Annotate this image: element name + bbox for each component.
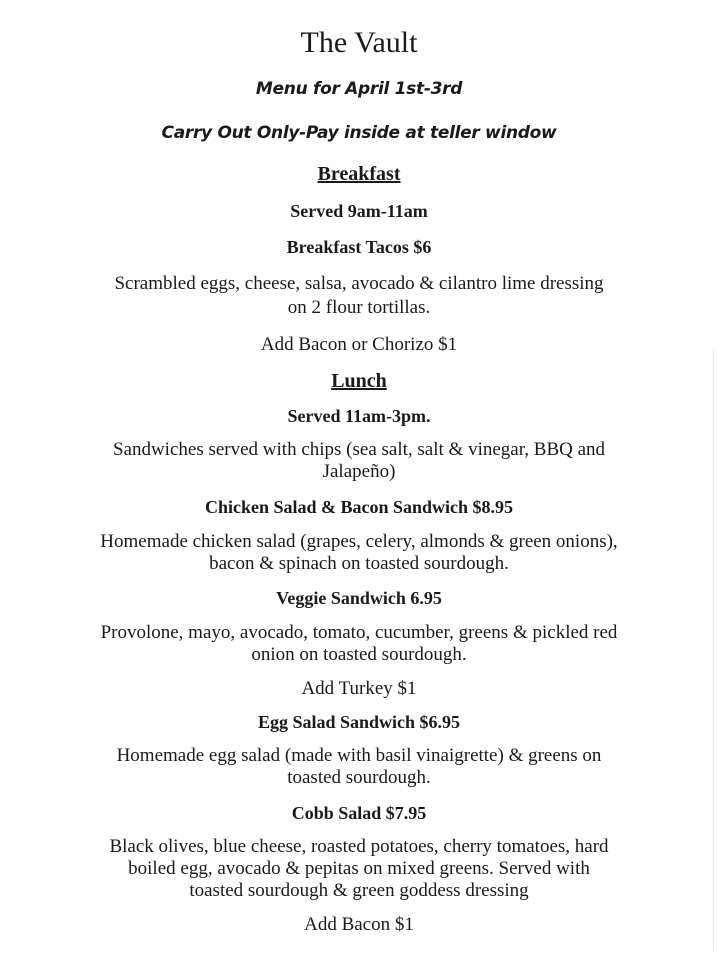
cobb-salad-addon: Add Bacon $1 [304, 914, 414, 935]
breakfast-tacos-desc-2: on 2 flour tortillas. [287, 297, 431, 318]
veggie-sandwich-addon: Add Turkey $1 [301, 678, 417, 699]
carry-out-note: Carry Out Only-Pay inside at teller window [161, 123, 557, 143]
breakfast-heading: Breakfast [317, 163, 401, 185]
lunch-chips-note-2: Jalapeño) [322, 461, 396, 482]
chicken-salad-desc-1: Homemade chicken salad (grapes, celery, almonds & green onions), [100, 531, 618, 552]
page-edge-shadow [713, 350, 714, 950]
lunch-chips-note-1: Sandwiches served with chips (sea salt, salt & vinegar, BBQ and [112, 439, 606, 460]
cobb-salad-desc-3: toasted sourdough & green goddess dressing [189, 880, 529, 901]
cobb-salad-desc-1: Black olives, blue cheese, roasted potatoes, cherry tomatoes, hard [109, 836, 609, 857]
breakfast-tacos-desc-1: Scrambled eggs, cheese, salsa, avocado & cilantro lime dressing [114, 273, 604, 294]
egg-salad-sandwich-title: Egg Salad Sandwich $6.95 [257, 712, 461, 732]
breakfast-tacos-title: Breakfast Tacos $6 [286, 237, 432, 257]
chicken-salad-desc-2: bacon & spinach on toasted sourdough. [209, 553, 509, 574]
egg-salad-desc-1: Homemade egg salad (made with basil vinaigrette) & greens on [116, 745, 602, 766]
egg-salad-desc-2: toasted sourdough. [287, 767, 431, 788]
veggie-sandwich-title: Veggie Sandwich 6.95 [276, 588, 442, 608]
cobb-salad-desc-2: boiled egg, avocado & pepitas on mixed greens. Served with [128, 858, 590, 879]
lunch-hours: Served 11am-3pm. [287, 406, 431, 426]
cobb-salad-title: Cobb Salad $7.95 [291, 803, 427, 823]
veggie-sandwich-desc-2: onion on toasted sourdough. [251, 644, 467, 665]
breakfast-tacos-addon: Add Bacon or Chorizo $1 [260, 334, 458, 355]
lunch-heading: Lunch [331, 370, 387, 392]
veggie-sandwich-desc-1: Provolone, mayo, avocado, tomato, cucumber, greens & pickled red [100, 622, 618, 643]
breakfast-hours: Served 9am-11am [290, 201, 428, 221]
page-title: The Vault [300, 26, 418, 59]
menu-dates: Menu for April 1st-3rd [255, 79, 463, 99]
chicken-salad-sandwich-title: Chicken Salad & Bacon Sandwich $8.95 [204, 497, 514, 517]
